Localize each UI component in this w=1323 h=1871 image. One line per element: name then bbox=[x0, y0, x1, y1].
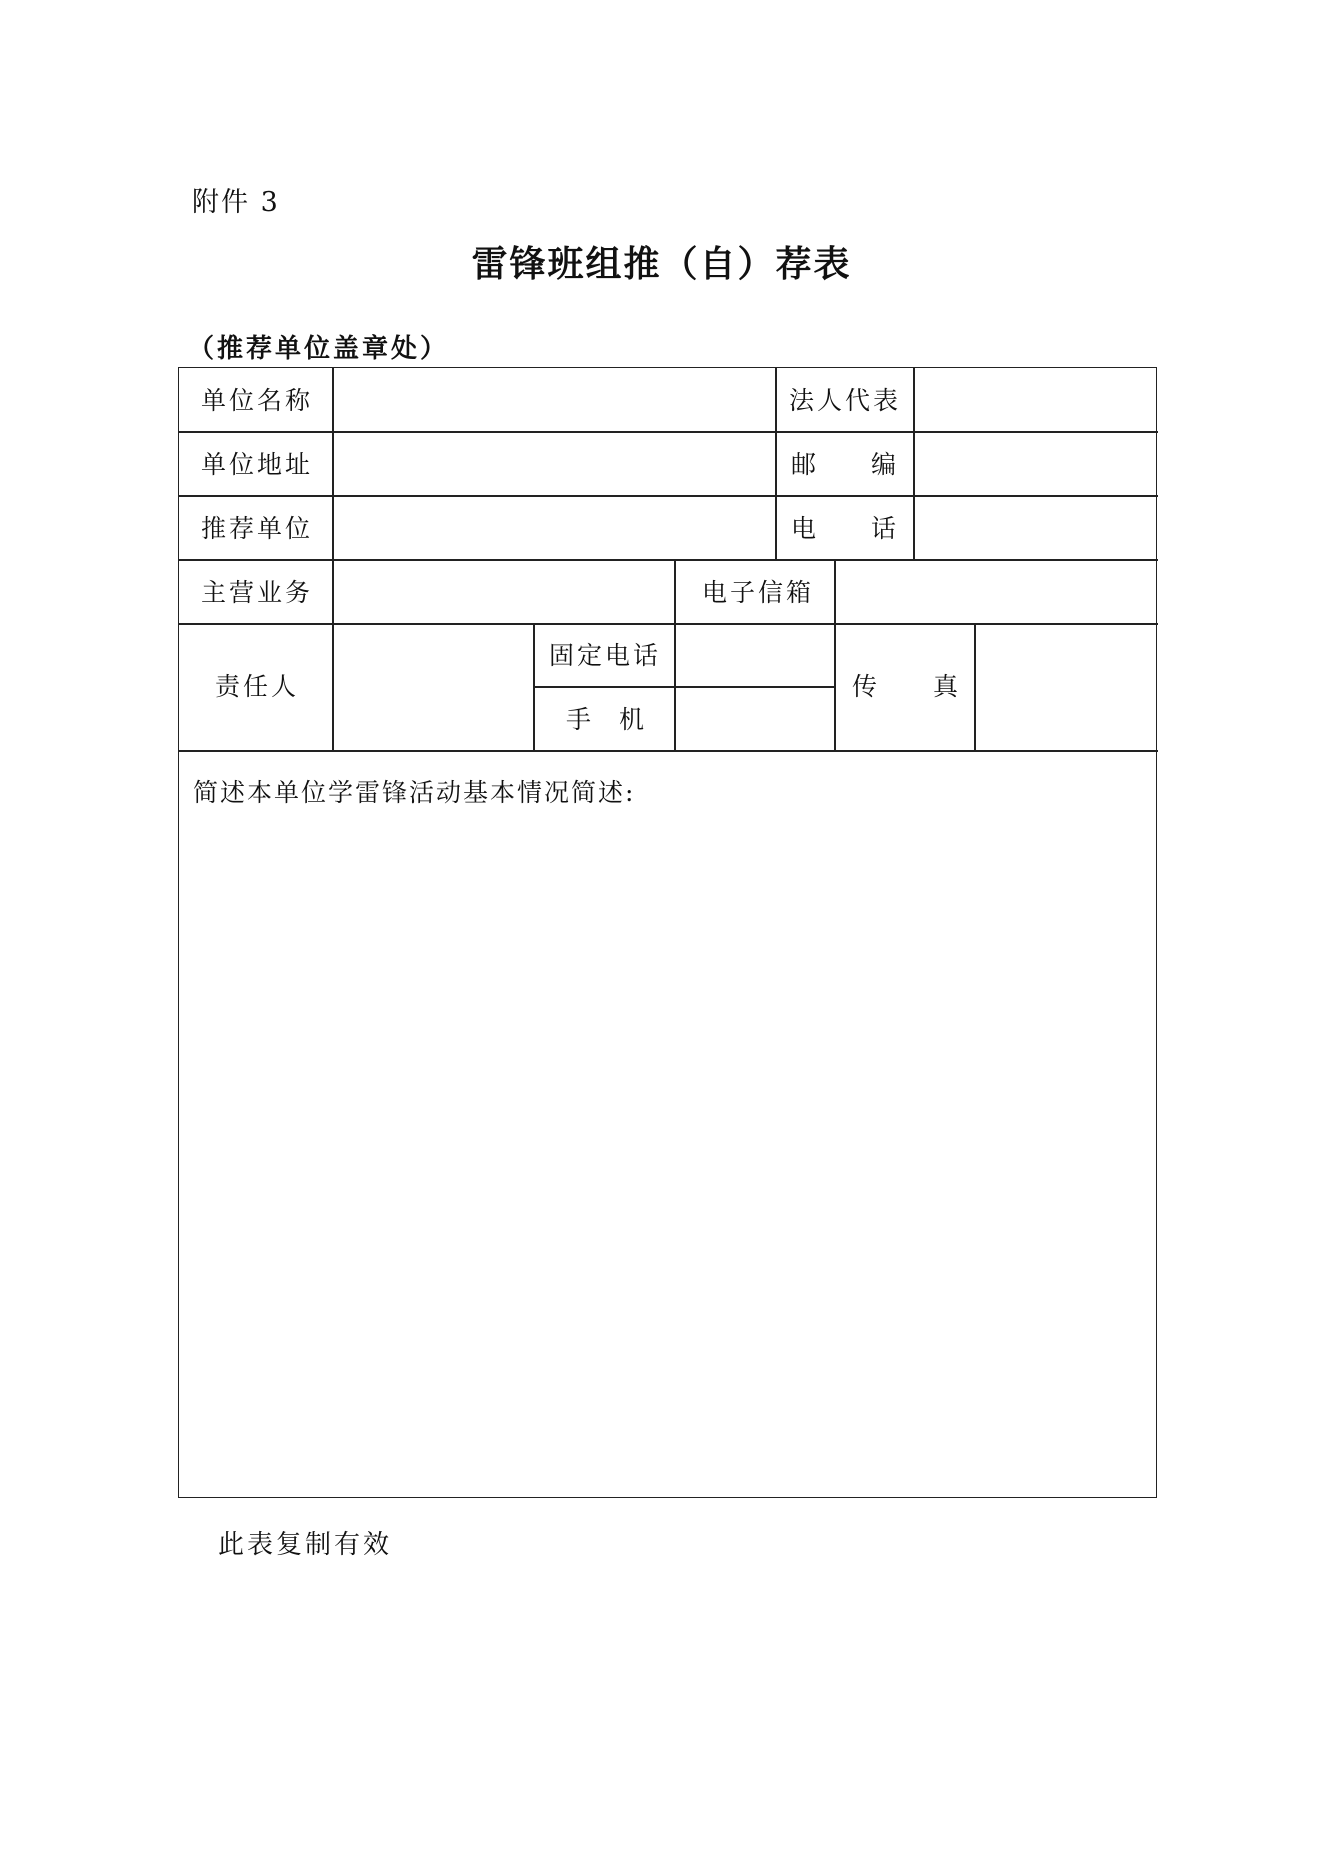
unit-name-label: 单位名称 bbox=[201, 386, 314, 415]
responsible-person-label: 责任人 bbox=[215, 672, 300, 701]
col-divider bbox=[674, 559, 676, 623]
fax-field[interactable] bbox=[976, 625, 1155, 749]
unit-address-label: 单位地址 bbox=[201, 450, 314, 479]
main-business-label: 主营业务 bbox=[201, 578, 314, 607]
fax-label-2: 真 bbox=[933, 672, 962, 701]
legal-rep-label: 法人代表 bbox=[789, 386, 902, 415]
postcode-field[interactable] bbox=[915, 433, 1155, 494]
email-label: 电子信箱 bbox=[702, 578, 815, 607]
mobile-field[interactable] bbox=[676, 688, 833, 749]
form-title: 雷锋班组推（自）荐表 bbox=[471, 243, 852, 285]
landline-field[interactable] bbox=[676, 625, 833, 685]
summary-field[interactable] bbox=[181, 818, 1155, 1494]
copy-valid-note: 此表复制有效 bbox=[218, 1530, 393, 1560]
main-business-field[interactable] bbox=[334, 561, 672, 622]
col-divider bbox=[533, 623, 535, 750]
phone-label-2: 话 bbox=[871, 514, 900, 543]
legal-rep-field[interactable] bbox=[915, 370, 1155, 430]
postcode-label-1: 邮 bbox=[791, 450, 820, 479]
postcode-label-2: 编 bbox=[871, 450, 900, 479]
phone-field[interactable] bbox=[915, 497, 1155, 558]
stamp-note: （推荐单位盖章处） bbox=[188, 334, 450, 364]
summary-label: 简述本单位学雷锋活动基本情况简述: bbox=[193, 778, 636, 807]
attachment-label: 附件 3 bbox=[192, 187, 280, 218]
responsible-person-field[interactable] bbox=[334, 625, 532, 749]
landline-label: 固定电话 bbox=[549, 641, 662, 670]
unit-address-field[interactable] bbox=[334, 433, 773, 494]
recommending-unit-field[interactable] bbox=[334, 497, 773, 558]
phone-label-1: 电 bbox=[791, 514, 820, 543]
row-divider bbox=[179, 750, 1158, 752]
mobile-label-2: 机 bbox=[619, 705, 648, 734]
email-field[interactable] bbox=[836, 561, 1155, 622]
fax-label-1: 传 bbox=[852, 672, 881, 701]
col-divider bbox=[775, 368, 777, 559]
recommendation-form bbox=[178, 367, 1157, 1498]
mobile-label-1: 手 bbox=[566, 705, 595, 734]
unit-name-field[interactable] bbox=[334, 370, 773, 430]
recommending-unit-label: 推荐单位 bbox=[201, 514, 314, 543]
